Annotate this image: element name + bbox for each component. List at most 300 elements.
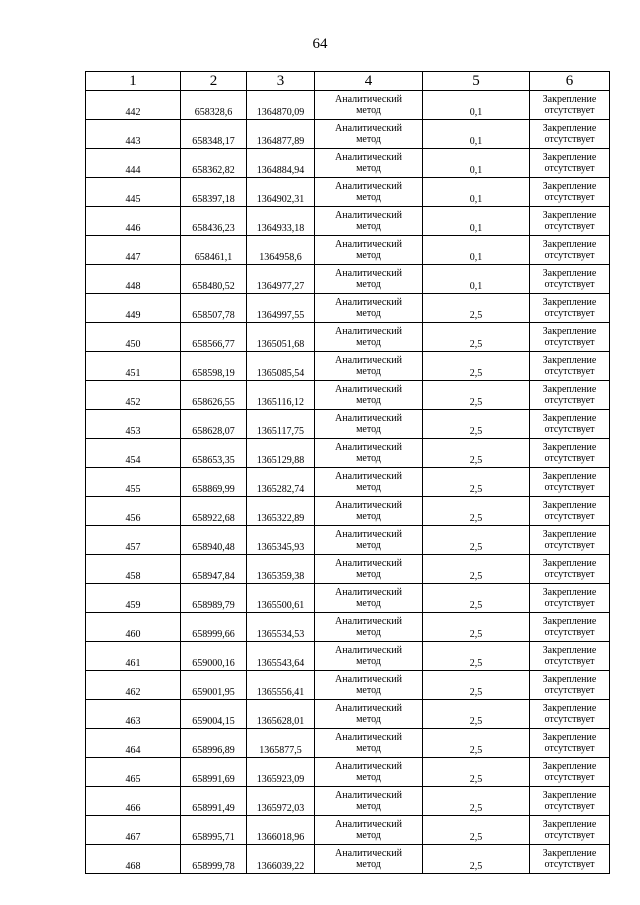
method-cell-line: Аналитический	[335, 413, 402, 424]
fixation-cell-line: Закрепление	[542, 152, 597, 163]
point-number-cell: 454	[86, 439, 181, 468]
method-cell-line: Аналитический	[335, 152, 402, 163]
table-row	[86, 120, 610, 149]
fixation-cell-line: Закрепление	[542, 529, 597, 540]
y-coordinate-cell: 1366039,22	[247, 845, 315, 874]
y-coordinate-cell: 1364877,89	[247, 120, 315, 149]
table-row	[86, 787, 610, 816]
fixation-cell-line: отсутствует	[544, 627, 595, 638]
fixation-cell-line: Закрепление	[542, 790, 597, 801]
method-cell-line: метод	[356, 627, 381, 638]
accuracy-cell: 0,1	[423, 149, 530, 178]
y-coordinate-cell: 1365345,93	[247, 526, 315, 555]
fixation-cell	[530, 845, 610, 874]
x-coordinate-cell: 659000,16	[181, 642, 247, 671]
point-number-cell: 452	[86, 381, 181, 410]
header-cell: 5	[423, 72, 530, 91]
point-number-cell: 446	[86, 207, 181, 236]
fixation-cell-line: Закрепление	[542, 384, 597, 395]
table-row	[86, 526, 610, 555]
method-cell-line: Аналитический	[335, 732, 402, 743]
accuracy-cell: 2,5	[423, 700, 530, 729]
accuracy-cell: 2,5	[423, 845, 530, 874]
point-number-cell: 464	[86, 729, 181, 758]
method-cell-line: метод	[356, 163, 381, 174]
method-cell-line: Аналитический	[335, 94, 402, 105]
point-number-cell: 448	[86, 265, 181, 294]
method-cell-line: метод	[356, 772, 381, 783]
point-number-cell: 451	[86, 352, 181, 381]
fixation-cell-line: отсутствует	[544, 743, 595, 754]
method-cell	[315, 120, 423, 149]
fixation-cell-line: отсутствует	[544, 598, 595, 609]
fixation-cell	[530, 613, 610, 642]
y-coordinate-cell: 1364958,6	[247, 236, 315, 265]
x-coordinate-cell: 658947,84	[181, 555, 247, 584]
x-coordinate-cell: 658989,79	[181, 584, 247, 613]
method-cell-line: метод	[356, 714, 381, 725]
table-row	[86, 149, 610, 178]
method-cell-line: метод	[356, 453, 381, 464]
fixation-cell-line: отсутствует	[544, 424, 595, 435]
method-cell-line: метод	[356, 221, 381, 232]
y-coordinate-cell: 1365116,12	[247, 381, 315, 410]
method-cell	[315, 671, 423, 700]
fixation-cell-line: отсутствует	[544, 859, 595, 870]
table-row	[86, 207, 610, 236]
fixation-cell	[530, 352, 610, 381]
fixation-cell-line: Закрепление	[542, 268, 597, 279]
fixation-cell-line: Закрепление	[542, 819, 597, 830]
x-coordinate-cell: 658940,48	[181, 526, 247, 555]
y-coordinate-cell: 1364933,18	[247, 207, 315, 236]
coordinates-table	[85, 71, 610, 874]
accuracy-cell: 2,5	[423, 613, 530, 642]
x-coordinate-cell: 658653,35	[181, 439, 247, 468]
method-cell-line: метод	[356, 482, 381, 493]
fixation-cell-line: отсутствует	[544, 105, 595, 116]
fixation-cell-line: отсутствует	[544, 366, 595, 377]
method-cell-line: метод	[356, 511, 381, 522]
table-row	[86, 497, 610, 526]
accuracy-cell: 2,5	[423, 410, 530, 439]
method-cell-line: Аналитический	[335, 500, 402, 511]
fixation-cell-line: отсутствует	[544, 163, 595, 174]
accuracy-cell: 0,1	[423, 178, 530, 207]
method-cell	[315, 613, 423, 642]
x-coordinate-cell: 658507,78	[181, 294, 247, 323]
y-coordinate-cell: 1365085,54	[247, 352, 315, 381]
fixation-cell	[530, 671, 610, 700]
table-row	[86, 758, 610, 787]
x-coordinate-cell: 658480,52	[181, 265, 247, 294]
fixation-cell-line: Закрепление	[542, 761, 597, 772]
method-cell-line: Аналитический	[335, 355, 402, 366]
method-cell	[315, 207, 423, 236]
y-coordinate-cell: 1364870,09	[247, 91, 315, 120]
fixation-cell	[530, 642, 610, 671]
table-row	[86, 613, 610, 642]
table-row	[86, 816, 610, 845]
fixation-cell-line: отсутствует	[544, 801, 595, 812]
method-cell	[315, 816, 423, 845]
method-cell	[315, 468, 423, 497]
fixation-cell-line: Закрепление	[542, 442, 597, 453]
fixation-cell	[530, 265, 610, 294]
header-cell: 4	[315, 72, 423, 91]
fixation-cell	[530, 526, 610, 555]
fixation-cell-line: Закрепление	[542, 587, 597, 598]
fixation-cell	[530, 236, 610, 265]
y-coordinate-cell: 1365543,64	[247, 642, 315, 671]
method-cell	[315, 555, 423, 584]
point-number-cell: 459	[86, 584, 181, 613]
point-number-cell: 443	[86, 120, 181, 149]
method-cell	[315, 323, 423, 352]
accuracy-cell: 2,5	[423, 468, 530, 497]
method-cell-line: Аналитический	[335, 384, 402, 395]
method-cell-line: метод	[356, 337, 381, 348]
table-body	[86, 91, 610, 874]
fixation-cell-line: Закрепление	[542, 674, 597, 685]
accuracy-cell: 2,5	[423, 352, 530, 381]
method-cell-line: метод	[356, 308, 381, 319]
accuracy-cell: 2,5	[423, 642, 530, 671]
table-row	[86, 584, 610, 613]
fixation-cell-line: Закрепление	[542, 181, 597, 192]
fixation-cell	[530, 468, 610, 497]
method-cell	[315, 149, 423, 178]
method-cell	[315, 294, 423, 323]
fixation-cell	[530, 729, 610, 758]
method-cell-line: Аналитический	[335, 268, 402, 279]
fixation-cell-line: отсутствует	[544, 830, 595, 841]
method-cell-line: Аналитический	[335, 761, 402, 772]
fixation-cell-line: отсутствует	[544, 482, 595, 493]
table-row	[86, 410, 610, 439]
point-number-cell: 456	[86, 497, 181, 526]
fixation-cell-line: Закрепление	[542, 413, 597, 424]
fixation-cell	[530, 149, 610, 178]
table-row	[86, 555, 610, 584]
method-cell	[315, 236, 423, 265]
fixation-cell-line: Закрепление	[542, 500, 597, 511]
accuracy-cell: 2,5	[423, 526, 530, 555]
point-number-cell: 462	[86, 671, 181, 700]
y-coordinate-cell: 1364997,55	[247, 294, 315, 323]
fixation-cell-line: отсутствует	[544, 540, 595, 551]
y-coordinate-cell: 1365972,03	[247, 787, 315, 816]
method-cell-line: метод	[356, 830, 381, 841]
fixation-cell-line: Закрепление	[542, 210, 597, 221]
fixation-cell	[530, 120, 610, 149]
table-row	[86, 352, 610, 381]
accuracy-cell: 2,5	[423, 323, 530, 352]
header-cell: 6	[530, 72, 610, 91]
method-cell	[315, 526, 423, 555]
accuracy-cell: 2,5	[423, 787, 530, 816]
y-coordinate-cell: 1365628,01	[247, 700, 315, 729]
method-cell-line: Аналитический	[335, 326, 402, 337]
fixation-cell	[530, 178, 610, 207]
point-number-cell: 450	[86, 323, 181, 352]
x-coordinate-cell: 658598,19	[181, 352, 247, 381]
x-coordinate-cell: 658436,23	[181, 207, 247, 236]
method-cell-line: Аналитический	[335, 442, 402, 453]
method-cell-line: Аналитический	[335, 123, 402, 134]
fixation-cell-line: Закрепление	[542, 94, 597, 105]
y-coordinate-cell: 1365282,74	[247, 468, 315, 497]
header-cell: 2	[181, 72, 247, 91]
point-number-cell: 466	[86, 787, 181, 816]
fixation-cell	[530, 816, 610, 845]
x-coordinate-cell: 658348,17	[181, 120, 247, 149]
method-cell	[315, 787, 423, 816]
y-coordinate-cell: 1365117,75	[247, 410, 315, 439]
method-cell-line: Аналитический	[335, 239, 402, 250]
method-cell-line: метод	[356, 250, 381, 261]
fixation-cell-line: отсутствует	[544, 279, 595, 290]
x-coordinate-cell: 658995,71	[181, 816, 247, 845]
y-coordinate-cell: 1365051,68	[247, 323, 315, 352]
method-cell-line: метод	[356, 743, 381, 754]
table-row	[86, 178, 610, 207]
fixation-cell	[530, 439, 610, 468]
accuracy-cell: 2,5	[423, 294, 530, 323]
x-coordinate-cell: 658461,1	[181, 236, 247, 265]
point-number-cell: 457	[86, 526, 181, 555]
x-coordinate-cell: 658991,49	[181, 787, 247, 816]
fixation-cell	[530, 323, 610, 352]
accuracy-cell: 2,5	[423, 671, 530, 700]
method-cell-line: Аналитический	[335, 645, 402, 656]
table-row	[86, 294, 610, 323]
method-cell-line: метод	[356, 569, 381, 580]
fixation-cell-line: Закрепление	[542, 239, 597, 250]
fixation-cell-line: отсутствует	[544, 656, 595, 667]
fixation-cell-line: Закрепление	[542, 616, 597, 627]
fixation-cell-line: отсутствует	[544, 772, 595, 783]
point-number-cell: 445	[86, 178, 181, 207]
fixation-cell	[530, 207, 610, 236]
table-header-row	[86, 72, 610, 91]
accuracy-cell: 0,1	[423, 91, 530, 120]
method-cell-line: метод	[356, 685, 381, 696]
table-row	[86, 236, 610, 265]
accuracy-cell: 2,5	[423, 729, 530, 758]
accuracy-cell: 2,5	[423, 381, 530, 410]
x-coordinate-cell: 658999,78	[181, 845, 247, 874]
fixation-cell-line: Закрепление	[542, 558, 597, 569]
point-number-cell: 467	[86, 816, 181, 845]
table-row	[86, 91, 610, 120]
method-cell-line: метод	[356, 801, 381, 812]
y-coordinate-cell: 1364902,31	[247, 178, 315, 207]
method-cell-line: Аналитический	[335, 529, 402, 540]
fixation-cell-line: отсутствует	[544, 192, 595, 203]
accuracy-cell: 2,5	[423, 758, 530, 787]
method-cell-line: Аналитический	[335, 181, 402, 192]
y-coordinate-cell: 1365129,88	[247, 439, 315, 468]
y-coordinate-cell: 1365923,09	[247, 758, 315, 787]
accuracy-cell: 2,5	[423, 439, 530, 468]
fixation-cell	[530, 787, 610, 816]
fixation-cell-line: отсутствует	[544, 685, 595, 696]
y-coordinate-cell: 1365359,38	[247, 555, 315, 584]
point-number-cell: 465	[86, 758, 181, 787]
accuracy-cell: 0,1	[423, 236, 530, 265]
method-cell-line: метод	[356, 366, 381, 377]
fixation-cell	[530, 497, 610, 526]
method-cell-line: метод	[356, 540, 381, 551]
point-number-cell: 442	[86, 91, 181, 120]
x-coordinate-cell: 658922,68	[181, 497, 247, 526]
x-coordinate-cell: 658999,66	[181, 613, 247, 642]
accuracy-cell: 2,5	[423, 816, 530, 845]
table-row	[86, 671, 610, 700]
method-cell-line: метод	[356, 859, 381, 870]
method-cell-line: Аналитический	[335, 471, 402, 482]
x-coordinate-cell: 658566,77	[181, 323, 247, 352]
y-coordinate-cell: 1365500,61	[247, 584, 315, 613]
method-cell-line: Аналитический	[335, 210, 402, 221]
fixation-cell	[530, 294, 610, 323]
x-coordinate-cell: 658362,82	[181, 149, 247, 178]
method-cell	[315, 497, 423, 526]
y-coordinate-cell: 1365534,53	[247, 613, 315, 642]
method-cell	[315, 642, 423, 671]
x-coordinate-cell: 658628,07	[181, 410, 247, 439]
point-number-cell: 468	[86, 845, 181, 874]
method-cell-line: метод	[356, 598, 381, 609]
y-coordinate-cell: 1364884,94	[247, 149, 315, 178]
table-row	[86, 265, 610, 294]
method-cell-line: метод	[356, 424, 381, 435]
page-number: 64	[312, 36, 328, 52]
table-row	[86, 845, 610, 874]
fixation-cell	[530, 758, 610, 787]
point-number-cell: 447	[86, 236, 181, 265]
point-number-cell: 458	[86, 555, 181, 584]
accuracy-cell: 2,5	[423, 555, 530, 584]
fixation-cell-line: Закрепление	[542, 471, 597, 482]
accuracy-cell: 0,1	[423, 265, 530, 294]
fixation-cell-line: отсутствует	[544, 395, 595, 406]
table-row	[86, 729, 610, 758]
method-cell	[315, 381, 423, 410]
table-row	[86, 439, 610, 468]
method-cell	[315, 352, 423, 381]
fixation-cell-line: отсутствует	[544, 511, 595, 522]
fixation-cell-line: Закрепление	[542, 297, 597, 308]
method-cell-line: Аналитический	[335, 558, 402, 569]
accuracy-cell: 2,5	[423, 584, 530, 613]
method-cell	[315, 439, 423, 468]
method-cell-line: Аналитический	[335, 790, 402, 801]
method-cell-line: Аналитический	[335, 297, 402, 308]
method-cell	[315, 91, 423, 120]
method-cell-line: метод	[356, 656, 381, 667]
fixation-cell	[530, 410, 610, 439]
method-cell-line: метод	[356, 279, 381, 290]
accuracy-cell: 0,1	[423, 207, 530, 236]
y-coordinate-cell: 1366018,96	[247, 816, 315, 845]
fixation-cell	[530, 381, 610, 410]
method-cell-line: Аналитический	[335, 587, 402, 598]
method-cell-line: Аналитический	[335, 848, 402, 859]
header-cell: 1	[86, 72, 181, 91]
fixation-cell-line: Закрепление	[542, 326, 597, 337]
fixation-cell-line: отсутствует	[544, 714, 595, 725]
accuracy-cell: 0,1	[423, 120, 530, 149]
table-row	[86, 381, 610, 410]
method-cell-line: Аналитический	[335, 703, 402, 714]
y-coordinate-cell: 1365556,41	[247, 671, 315, 700]
fixation-cell-line: отсутствует	[544, 250, 595, 261]
fixation-cell-line: Закрепление	[542, 123, 597, 134]
fixation-cell-line: отсутствует	[544, 569, 595, 580]
fixation-cell-line: отсутствует	[544, 453, 595, 464]
method-cell	[315, 758, 423, 787]
fixation-cell-line: отсутствует	[544, 308, 595, 319]
x-coordinate-cell: 658991,69	[181, 758, 247, 787]
point-number-cell: 460	[86, 613, 181, 642]
method-cell	[315, 845, 423, 874]
y-coordinate-cell: 1365877,5	[247, 729, 315, 758]
table-row	[86, 700, 610, 729]
x-coordinate-cell: 659001,95	[181, 671, 247, 700]
x-coordinate-cell: 658869,99	[181, 468, 247, 497]
fixation-cell	[530, 555, 610, 584]
point-number-cell: 444	[86, 149, 181, 178]
method-cell	[315, 410, 423, 439]
x-coordinate-cell: 658626,55	[181, 381, 247, 410]
method-cell-line: Аналитический	[335, 819, 402, 830]
fixation-cell-line: отсутствует	[544, 337, 595, 348]
y-coordinate-cell: 1364977,27	[247, 265, 315, 294]
fixation-cell	[530, 700, 610, 729]
fixation-cell	[530, 584, 610, 613]
method-cell	[315, 178, 423, 207]
method-cell-line: метод	[356, 192, 381, 203]
method-cell-line: метод	[356, 105, 381, 116]
fixation-cell-line: Закрепление	[542, 645, 597, 656]
table-row	[86, 642, 610, 671]
x-coordinate-cell: 659004,15	[181, 700, 247, 729]
method-cell	[315, 700, 423, 729]
method-cell-line: Аналитический	[335, 674, 402, 685]
point-number-cell: 455	[86, 468, 181, 497]
point-number-cell: 461	[86, 642, 181, 671]
x-coordinate-cell: 658328,6	[181, 91, 247, 120]
point-number-cell: 453	[86, 410, 181, 439]
method-cell	[315, 729, 423, 758]
method-cell	[315, 584, 423, 613]
accuracy-cell: 2,5	[423, 497, 530, 526]
fixation-cell-line: Закрепление	[542, 732, 597, 743]
table-row	[86, 323, 610, 352]
method-cell	[315, 265, 423, 294]
fixation-cell-line: отсутствует	[544, 134, 595, 145]
fixation-cell	[530, 91, 610, 120]
point-number-cell: 463	[86, 700, 181, 729]
table-row	[86, 468, 610, 497]
y-coordinate-cell: 1365322,89	[247, 497, 315, 526]
x-coordinate-cell: 658397,18	[181, 178, 247, 207]
fixation-cell-line: Закрепление	[542, 355, 597, 366]
fixation-cell-line: Закрепление	[542, 848, 597, 859]
method-cell-line: Аналитический	[335, 616, 402, 627]
